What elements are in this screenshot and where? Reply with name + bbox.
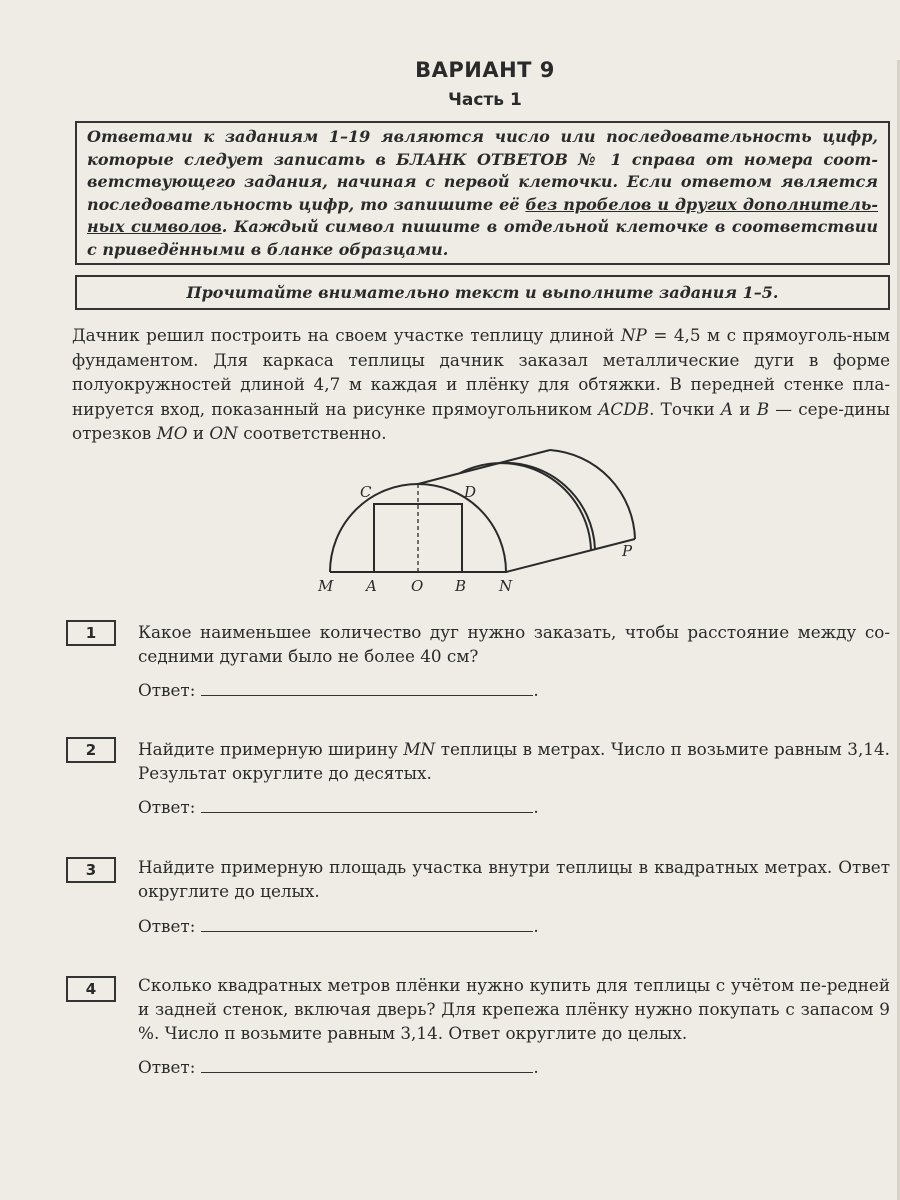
label-c: C [360,483,372,501]
intro-text-7: соответственно. [237,423,387,443]
task-2-text-a: Найдите примерную ширину [138,739,404,759]
back-arc [550,450,635,539]
answer-label: Ответ: [138,680,196,700]
label-o: O [411,577,424,595]
label-d: D [464,483,477,501]
instructions-box [75,121,890,265]
read-prompt-box [75,275,890,310]
point-b: B [756,398,770,419]
answer-label: Ответ: [138,1057,196,1077]
answer-end: . [533,1057,539,1077]
ground-line [330,539,635,572]
instructions-line-4b: без пробелов и других дополнитель- [525,194,879,214]
task-1-answer [138,680,539,700]
answer-line[interactable] [201,917,533,932]
answer-end: . [533,916,539,936]
point-a: A [720,398,734,419]
instructions-line-2: которые следует записать в БЛАНК ОТВЕТОВ № 1 справа от номера соот- [87,149,878,169]
answer-end: . [533,797,539,817]
task-2-number: 2 [66,737,116,763]
segment-on: ON [209,423,238,443]
instructions-line-5b: . Каждый символ пишите в отдельной клеточке в соответствии [221,217,878,236]
segment-np: NP [620,325,647,345]
instructions-line-4a: последовательность цифр, то запишите её [87,194,526,214]
task-1-number: 1 [66,620,116,646]
part-title: Часть 1 [448,90,522,110]
task-4-answer [138,1057,539,1077]
task-3-answer [138,916,539,936]
segment-mo: MO [156,423,188,443]
answer-label: Ответ: [138,797,196,817]
task-3-text: Найдите примерную площадь участка внутри теплицы в квадратных метрах. Ответ округлите до целых. [138,857,890,901]
label-p: P [622,542,633,560]
label-b: B [455,577,467,595]
segment-mn: MN [403,739,436,759]
instructions-line-1: Ответами к заданиям 1–19 являются число или последовательность цифр, [87,127,878,146]
task-1-text: Какое наименьшее количество дуг нужно заказать, чтобы расстояние между со-седними дугами было не более 40 см? [138,622,890,666]
answer-end: . [533,680,539,700]
intro-text-6: и [187,423,210,443]
task-2-text [138,737,890,785]
variant-title: ВАРИАНТ 9 [415,58,555,82]
task-4-text: Сколько квадратных метров плёнки нужно купить для теплицы с учётом пе-редней и задней стенок, включая дверь? Для крепежа плёнку нужно покупать с запасом 9 %. Число π возьмите равным 3,14. Ответ округлите до целых. [138,975,890,1043]
instructions-line-5a: ных символов [87,217,222,236]
label-a: A [366,577,377,595]
task-2-answer [138,797,539,817]
intro-text-3: . Точки [649,398,721,419]
intro-text-4: и [733,398,757,419]
task-3-number: 3 [66,857,116,883]
intro-text-2: = 4,5 м с прямоуголь-ным фундаментом. Для каркаса теплицы дачник заказал металлические дуги в форме полуокружностей длиной 4,7 м каждая и плёнку для обтяжки. В передней стенке пла-нируется вход, показанный на рисунке прямоугольником [72,325,890,419]
answer-label: Ответ: [138,916,196,936]
task-4-number: 4 [66,976,116,1002]
task-2-text-b: теплицы в метрах. Число π возьмите равным 3,14. Результат округлите до десятых. [138,739,890,783]
answer-line[interactable] [201,1058,533,1073]
label-m: M [318,577,334,595]
greenhouse-figure [310,442,650,597]
intro-text-5: — сере-дины отрезков [72,398,890,443]
rect-acdb: ACDB [598,398,650,419]
intro-text-1: Дачник решил построить на своем участке теплицу длиной [72,325,621,345]
label-n: N [499,577,513,595]
instructions-line-6: с приведёнными в бланке образцами. [87,239,449,259]
instructions-line-3: ветствующего задания, начиная с первой клеточки. Если ответом является [87,172,878,191]
read-prompt: Прочитайте внимательно текст и выполните задания 1–5. [186,283,779,302]
answer-line[interactable] [201,798,533,813]
problem-text [72,323,890,446]
answer-line[interactable] [201,681,533,696]
arc-2 [460,463,591,550]
